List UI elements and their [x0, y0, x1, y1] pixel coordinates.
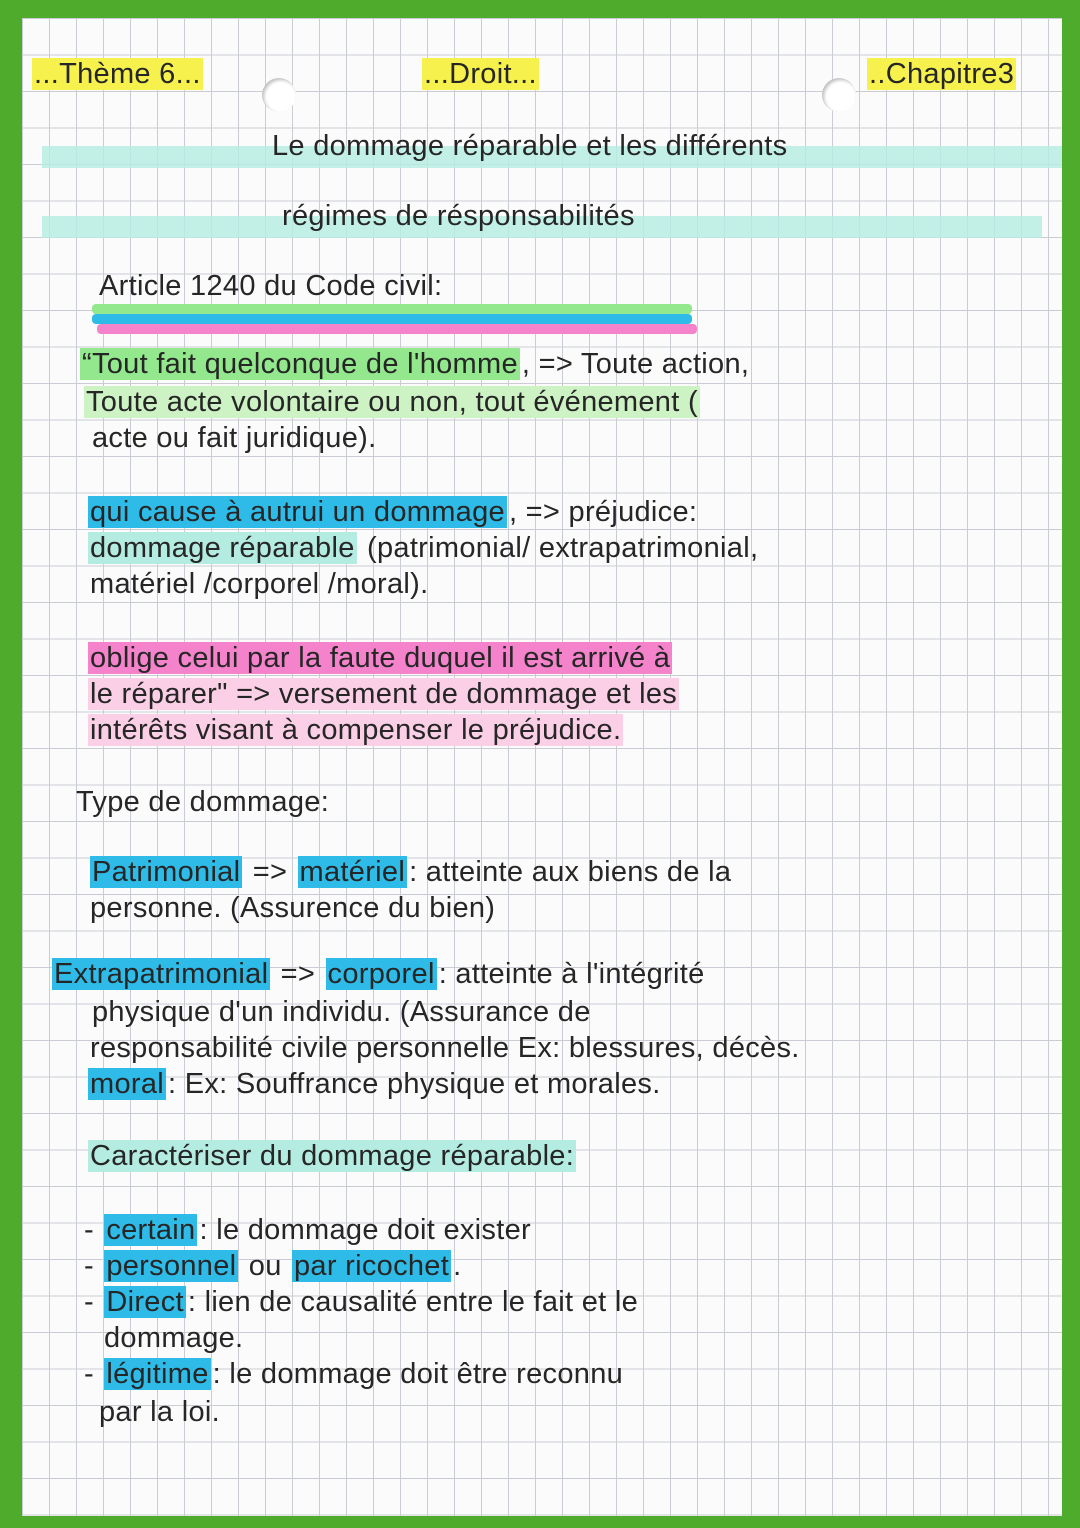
underline-pink — [97, 324, 697, 334]
theme-label: ...Thème 6... — [34, 58, 201, 90]
article-heading — [97, 270, 444, 303]
highlighted-text: Extrapatrimonial — [54, 958, 269, 990]
text-segment: , => préjudice: — [508, 496, 698, 528]
list-item — [102, 1322, 245, 1355]
text-segment: => — [272, 958, 324, 990]
list-item — [82, 1250, 463, 1283]
chapter-label: ..Chapitre3 — [869, 58, 1015, 90]
text-segment: - — [84, 1358, 103, 1390]
highlighted-text: Toute acte volontaire ou non, tout événement ( — [86, 386, 698, 418]
text-segment: : atteinte aux biens de la — [409, 856, 732, 888]
underline-blue — [92, 314, 692, 324]
text-segment: . — [453, 1250, 462, 1282]
note-line — [90, 856, 733, 889]
highlighted-text: Caractériser du dommage réparable: — [90, 1140, 575, 1172]
list-item — [82, 1286, 640, 1319]
highlighted-text: qui cause à autrui un dommage — [90, 496, 505, 528]
note-line — [88, 1032, 802, 1065]
title-line-1 — [270, 130, 789, 163]
text-segment: Article 1240 du Code civil: — [99, 270, 443, 302]
highlighted-text: matériel — [299, 856, 406, 888]
punch-hole — [822, 78, 856, 112]
quote-line — [88, 532, 760, 565]
highlighted-text: personnel — [106, 1250, 237, 1282]
list-item — [82, 1214, 533, 1247]
highlighted-text: Patrimonial — [92, 856, 241, 888]
quote-line — [84, 386, 700, 419]
title-line-2 — [280, 200, 637, 233]
underline-green — [92, 304, 692, 314]
text-segment: par la loi. — [99, 1396, 220, 1428]
highlighted-text: moral — [90, 1068, 165, 1100]
text-segment: : atteinte à l'intégrité — [438, 958, 705, 990]
highlighted-text: “Tout fait quelconque de l'homme — [82, 348, 518, 380]
quote-line — [88, 496, 699, 529]
text-segment: : lien de causalité entre le fait et le — [187, 1286, 639, 1318]
highlighted-text: le réparer" => versement de dommage et les — [90, 678, 678, 710]
note-line — [90, 996, 593, 1029]
quote-line — [88, 642, 672, 675]
header-theme — [32, 58, 203, 91]
list-item — [97, 1396, 222, 1429]
highlighted-text: dommage réparable — [90, 532, 355, 564]
header-chapter — [867, 58, 1016, 91]
text-segment: : le dommage doit exister — [199, 1214, 531, 1246]
text-segment: acte ou fait juridique). — [92, 422, 377, 454]
text-segment: - — [84, 1250, 103, 1282]
quote-line — [88, 678, 679, 711]
text-segment: Le dommage réparable et les différents — [272, 130, 788, 162]
grid-paper-sheet — [22, 18, 1062, 1516]
text-segment: matériel /corporel /moral). — [90, 568, 429, 600]
text-segment: personne. (Assurence du bien) — [90, 892, 496, 924]
quote-line — [80, 348, 751, 381]
text-segment: dommage. — [104, 1322, 244, 1354]
note-line — [88, 1068, 663, 1101]
text-segment: : le dommage doit être reconnu — [212, 1358, 624, 1390]
section-heading-caracteriser — [88, 1140, 576, 1173]
list-item — [82, 1358, 625, 1391]
header-subject — [422, 58, 539, 91]
text-segment: - — [84, 1286, 103, 1318]
highlighted-text: corporel — [327, 958, 435, 990]
quote-line — [90, 422, 378, 455]
highlighted-text: oblige celui par la faute duquel il est arrivé à — [90, 642, 671, 674]
note-line — [88, 892, 497, 925]
quote-line — [88, 714, 623, 747]
text-segment: : Ex: Souffrance physique et morales. — [168, 1068, 661, 1100]
text-segment: Type de dommage: — [76, 786, 330, 818]
highlighted-text: par ricochet — [293, 1250, 450, 1282]
section-heading-type — [74, 786, 331, 819]
text-segment: , => Toute action, — [521, 348, 750, 380]
text-segment: régimes de résponsabilités — [282, 200, 635, 232]
note-line — [52, 958, 707, 991]
text-segment: responsabilité civile personnelle Ex: blessures, décès. — [90, 1032, 800, 1064]
highlighted-text: légitime — [106, 1358, 209, 1390]
text-segment: physique d'un individu. (Assurance de — [92, 996, 591, 1028]
text-segment: - — [84, 1214, 103, 1246]
highlighted-text: intérêts visant à compenser le préjudice. — [90, 714, 622, 746]
text-segment: => — [244, 856, 296, 888]
text-segment: ou — [240, 1250, 290, 1282]
quote-line — [88, 568, 430, 601]
text-segment: (patrimonial/ extrapatrimonial, — [358, 532, 759, 564]
highlighted-text: Direct — [106, 1286, 184, 1318]
punch-hole — [262, 78, 296, 112]
highlighted-text: certain — [106, 1214, 196, 1246]
subject-label: ...Droit... — [424, 58, 537, 90]
